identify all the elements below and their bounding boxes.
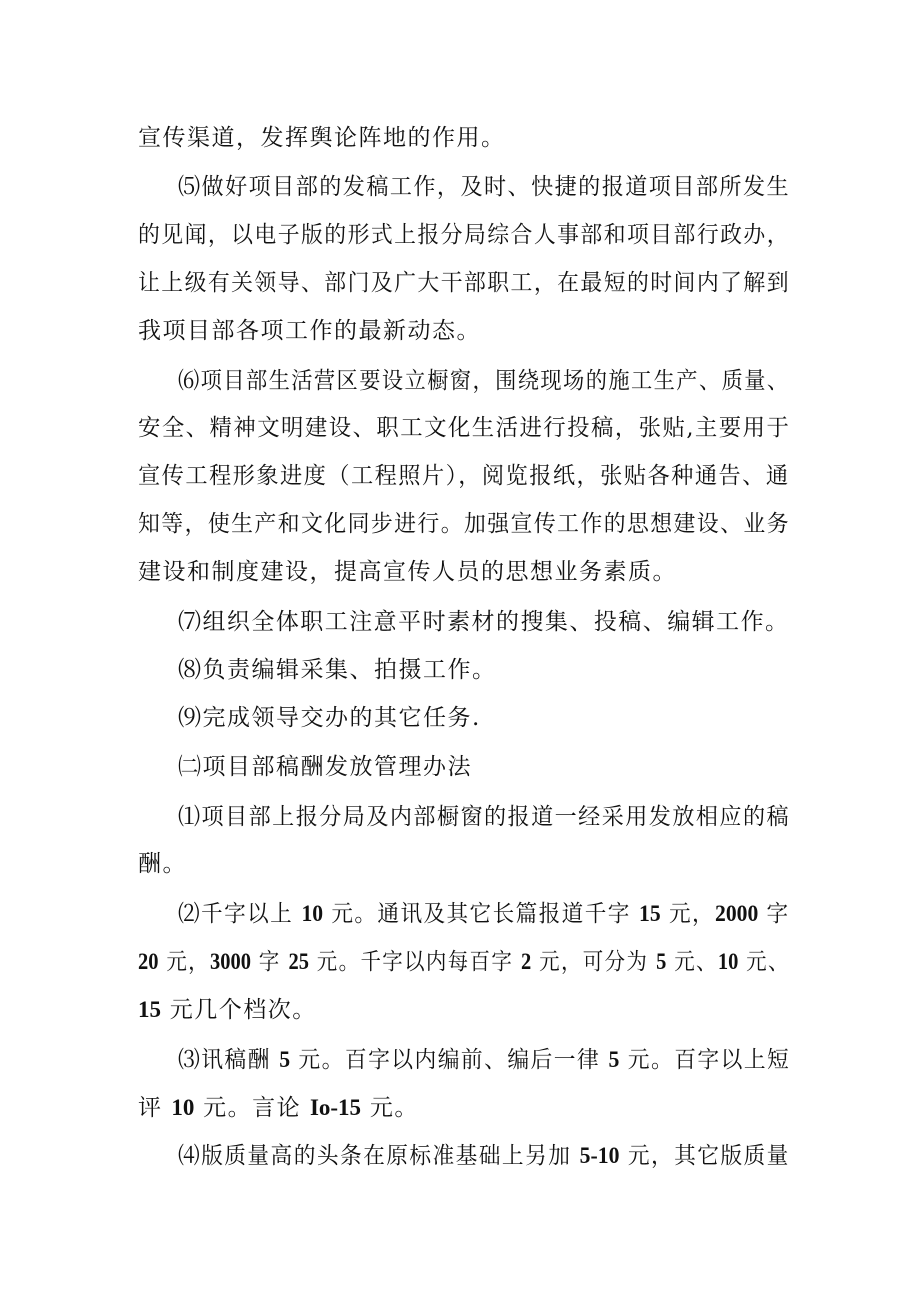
text-line: ⑴项目部上报分局及内部橱窗的报道一经采用发放相应的稿 (178, 804, 791, 830)
text-line: ⑶讯稿酬 5 元。百字以内编前、编后一律 5 元。百字以上短 (178, 1047, 791, 1073)
text-line: ⑻负责编辑采集、拍摄工作。 (178, 657, 497, 683)
text-line: ⑷版质量高的头条在原标准基础上另加 5-10 元，其它版质量 (178, 1143, 790, 1169)
text-line: ⑸做好项目部的发稿工作，及时、快捷的报道项目部所发生 (178, 174, 791, 200)
text-line: 酬。 (138, 851, 187, 877)
text-line: 我项目部各项工作的最新动态。 (138, 318, 481, 344)
text-line: 安全、精神文明建设、职工文化生活进行投稿，张贴,主要用于 (138, 415, 791, 441)
text-line: ⑼完成领导交办的其它任务. (178, 705, 481, 731)
section-heading: ㈡项目部稿酬发放管理办法 (178, 754, 472, 780)
text-line: 建设和制度建设，提高宣传人员的思想业务素质。 (138, 559, 677, 585)
text-line: 知等，使生产和文化同步进行。加强宣传工作的思想建设、业务 (138, 511, 790, 537)
text-line: ⑺组织全体职工注意平时素材的搜集、投稿、编辑工作。 (178, 609, 790, 635)
text-line: ⑹项目部生活营区要设立橱窗，围绕现场的施工生产、质量、 (178, 368, 790, 394)
text-line: 宣传工程形象进度（工程照片），阅览报纸，张贴各种通告、通 (138, 463, 790, 489)
text-line: 的见闻，以电子版的形式上报分局综合人事部和项目部行政办， (138, 222, 790, 248)
text-line: 15 元几个档次。 (138, 997, 317, 1023)
text-line: ⑵千字以上 10 元。通讯及其它长篇报道千字 15 元，2000 字 (178, 901, 790, 927)
text-line: 让上级有关领导、部门及广大干部职工，在最短的时间内了解到 (138, 270, 790, 296)
text-line: 宣传渠道，发挥舆论阵地的作用。 (138, 125, 506, 151)
text-line: 20 元，3000 字 25 元。千字以内每百字 2 元，可分为 5 元、10 元、 (138, 949, 790, 975)
text-line: 评 10 元。言论 Io-15 元。 (138, 1095, 419, 1121)
